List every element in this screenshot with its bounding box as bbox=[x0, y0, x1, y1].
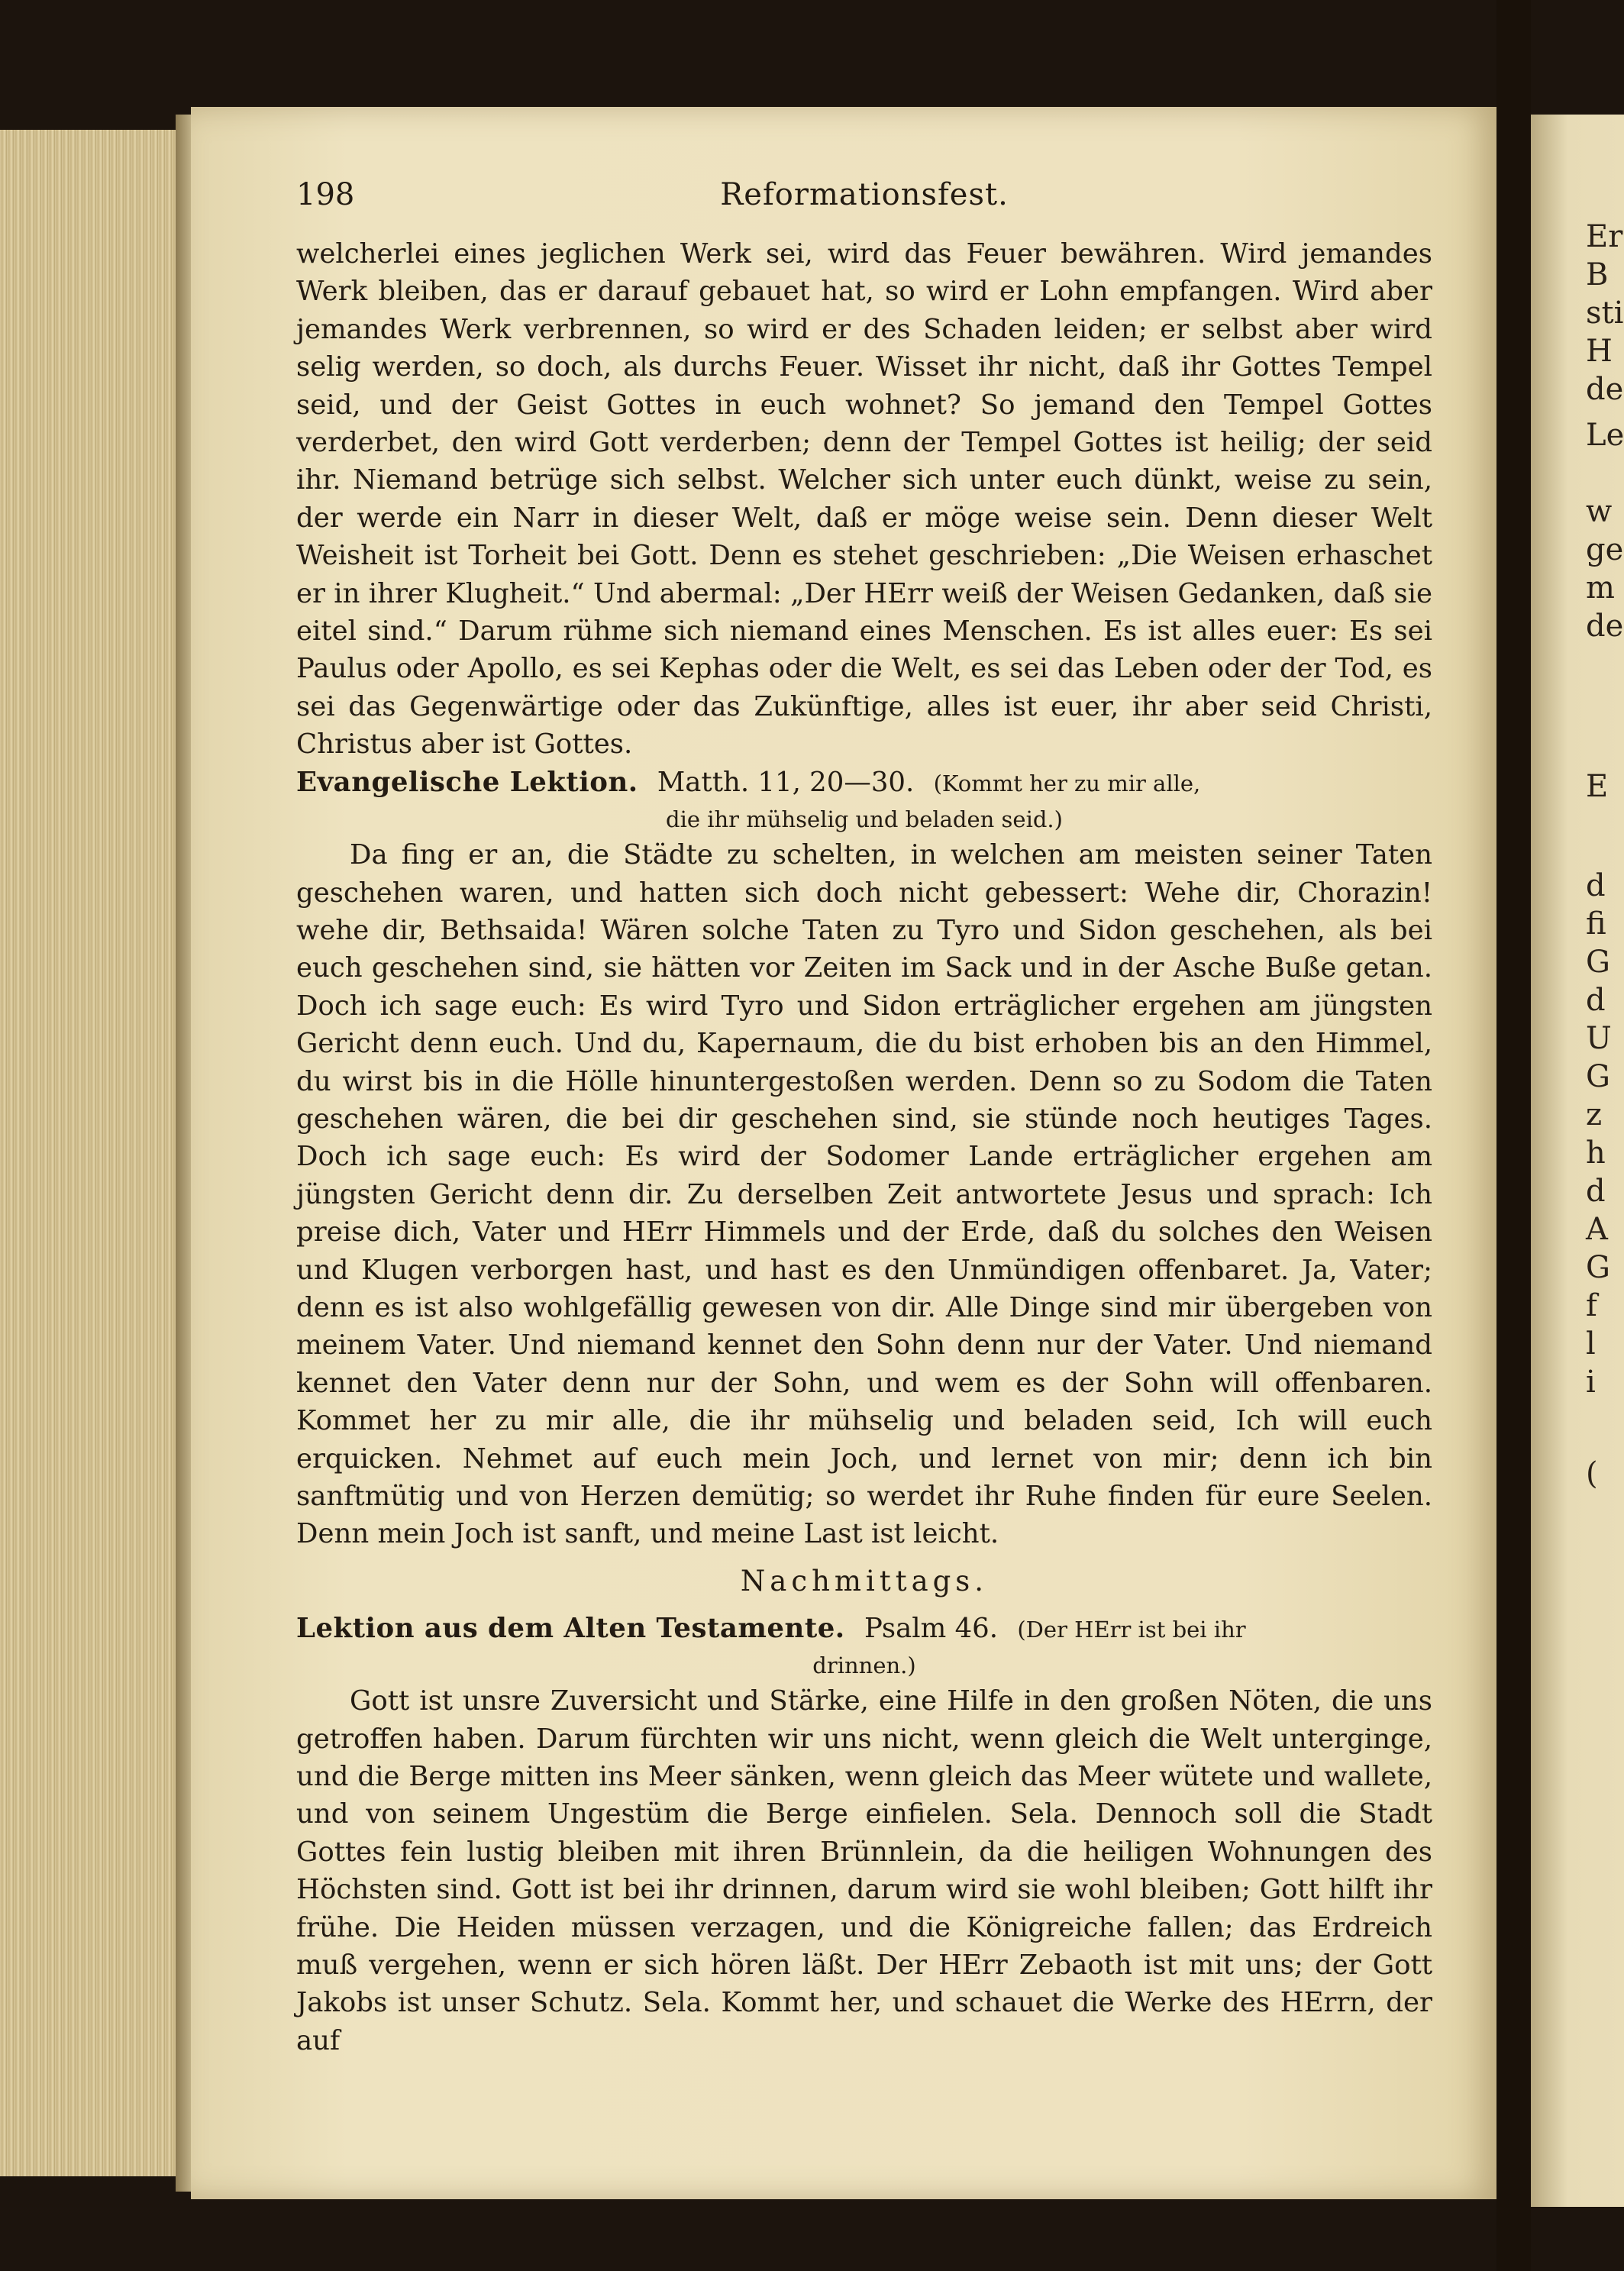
next-page-fragment: U bbox=[1586, 1021, 1612, 1056]
ot-heading: Lektion aus dem Alten Testamente. bbox=[296, 1612, 845, 1644]
gospel-note-2: die ihr mühselig und beladen seid.) bbox=[666, 806, 1063, 833]
ot-note-1: (Der HErr ist bei ihr bbox=[1017, 1616, 1246, 1643]
next-page-fragment: w bbox=[1586, 494, 1613, 529]
next-page-fragment: Le bbox=[1586, 418, 1624, 453]
next-page-fragment: d bbox=[1586, 983, 1606, 1018]
running-title: Reformationsfest. bbox=[720, 177, 1009, 212]
next-page-fragment: de bbox=[1586, 609, 1624, 644]
psalm-text: Gott ist unsre Zuversicht und Stärke, eine Hilfe in den großen Nöten, die uns getroffen haben. Darum fürchten wir uns nicht, wenn gleich die Welt unterginge, und die Berge mitten ins Meer sänken, wenn gleich das Meer wütete und wallete, und von seinem Ungestüm die Berge einfielen. Sela. Dennoch soll die Stadt Gottes fein lustig bleiben mit ihren Brünnlein, da die heiligen Wohnungen des Höchsten sind. Gott ist bei ihr drinnen, darum wird sie wohl bleiben; Gott hilft ihr frühe. Die Heiden müssen verzagen, und die Königreiche fallen; das Erdreich muß vergehen, wenn er sich hören läßt. Der HErr Zebaoth ist mit uns; der Gott Jakobs ist unser Schutz. Sela. Kommt her, und schauet die Werke des HErrn, der auf bbox=[296, 1685, 1432, 2056]
ot-heading-line bbox=[296, 1610, 1432, 1649]
next-page-fragment: z bbox=[1586, 1097, 1603, 1132]
page-gap bbox=[1496, 0, 1531, 2271]
next-page-fragment: H bbox=[1586, 334, 1613, 369]
next-page-fragment: de bbox=[1586, 372, 1624, 407]
ot-reference: Psalm 46. bbox=[864, 1612, 999, 1644]
next-page-fragment: h bbox=[1586, 1136, 1606, 1171]
page-header bbox=[296, 177, 1432, 231]
gospel-heading: Evangelische Lektion. bbox=[296, 766, 638, 798]
page-number: 198 bbox=[296, 177, 355, 212]
next-page-fragment: G bbox=[1586, 1059, 1610, 1094]
next-page-fragment: fi bbox=[1586, 906, 1606, 942]
gospel-note-1: (Kommt her zu mir alle, bbox=[933, 770, 1201, 796]
next-page-fragment: A bbox=[1586, 1212, 1608, 1247]
gospel-text: Da fing er an, die Städte zu schelten, in welchen am meisten seiner Taten geschehen waren, und hatten sich doch nicht gebessert: Wehe dir, Chorazin! wehe dir, Bethsaida! Wären solche Taten zu Tyro und Sidon geschehen, als bei euch geschehen sind, sie hätten vor Zeiten im Sack und in der Asche Buße getan. Doch ich sage euch: Es wird Tyro und Sidon erträglicher ergehen am jüngsten Gericht denn euch. Und du, Kapernaum, die du bist erhoben bis an den Himmel, du wirst bis in die Hölle hinuntergestoßen werden. Denn so zu Sodom die Taten geschehen wären, die bei dir geschehen sind, sie stünde noch heutiges Tages. Doch ich sage euch: Es wird der Sodomer Lande erträglicher ergehen am jüngsten Gericht denn dir. Zu derselben Zeit antwortete Jesus und sprach: Ich preise dich, Vater und HErr Himmels und der Erde, daß du solches den Weisen und Klugen verborgen hast, und hast es den Unmündigen offenbaret. Ja, Vater; denn es ist also wohlgefällig gewesen von dir. Alle Dinge sind mir übergeben von meinem Vater. Und niemand kennet den Sohn denn nur der Vater. Und niemand kennet den Vater denn nur der Sohn, und wem es der Sohn will offenbaren. Kommet her zu mir alle, die ihr mühselig und beladen seid, Ich will euch erquicken. Nehmet auf euch mein Joch, und lernet von mir; denn ich bin sanftmütig und von Herzen demütig; so werdet ihr Ruhe finden für eure Seelen. Denn mein Joch ist sanft, und meine Last ist leicht. bbox=[296, 839, 1432, 1550]
next-page-fragment: f bbox=[1586, 1288, 1597, 1323]
next-page-edge bbox=[1531, 115, 1624, 2207]
page-edges bbox=[0, 130, 176, 2176]
next-page-fragment: Er bbox=[1586, 219, 1623, 254]
next-page-fragment: d bbox=[1586, 868, 1606, 903]
gospel-reference: Matth. 11, 20—30. bbox=[657, 766, 915, 798]
next-page-fragment: G bbox=[1586, 1250, 1610, 1285]
next-page-fragment: B bbox=[1586, 257, 1609, 292]
next-page-fragment: ge bbox=[1586, 532, 1624, 567]
next-page-fragment: i bbox=[1586, 1365, 1596, 1400]
next-page-fragment: ( bbox=[1586, 1456, 1598, 1491]
next-page-fragment: l bbox=[1586, 1326, 1596, 1362]
next-page-fragment: E bbox=[1586, 769, 1609, 804]
ot-note-2: drinnen.) bbox=[812, 1652, 916, 1679]
epistle-continuation: welcherlei eines jeglichen Werk sei, wird das Feuer bewähren. Wird jemandes Werk bleiben, das er darauf gebauet hat, so wird er Lohn empfangen. Wird aber jemandes Werk verbrennen, so wird er des Schaden leiden; er selbst aber wird selig werden, so doch, als durchs Feuer. Wisset ihr nicht, daß ihr Gottes Tempel seid, und der Geist Gottes in euch wohnet? So jemand den Tempel Gottes verderbet, den wird Gott verderben; denn der Tempel Gottes ist heilig; der seid ihr. Niemand betrüge sich selbst. Welcher sich unter euch dünkt, weise zu sein, der werde ein Narr in dieser Welt, daß er möge weise sein. Denn dieser Welt Weisheit ist Torheit bei Gott. Denn es stehet geschrieben: „Die Weisen erhaschet er in ihrer Klugheit.“ Und abermal: „Der HErr weiß der Weisen Gedanken, daß sie eitel sind.“ Darum rühme sich niemand eines Menschen. Es ist alles euer: Es sei Paulus oder Apollo, es sei Kephas oder die Welt, es sei das Leben oder der Tod, es sei das Gegenwärtige oder das Zukünftige, alles ist euer, ihr aber seid Christi, Christus aber ist Gottes. bbox=[296, 238, 1432, 761]
next-page-fragment: m bbox=[1586, 570, 1615, 606]
page-content bbox=[296, 177, 1432, 2059]
next-page-fragment: G bbox=[1586, 945, 1610, 980]
afternoon-title: Nachmittags. bbox=[740, 1564, 989, 1597]
gospel-heading-line bbox=[296, 764, 1432, 803]
next-page-fragment: sti bbox=[1586, 296, 1624, 331]
next-page-fragment: d bbox=[1586, 1174, 1606, 1209]
